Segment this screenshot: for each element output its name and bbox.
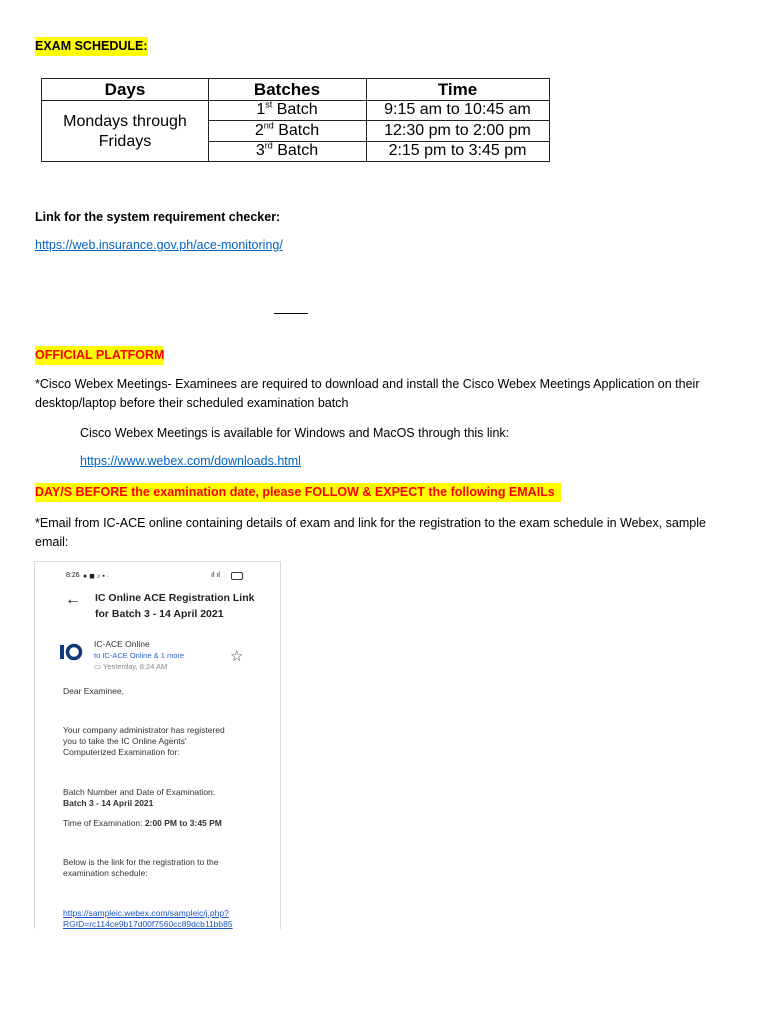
batch-ordinal: st [265, 99, 273, 110]
email-note-line1: *Email from IC-ACE online containing details of exam and link for the registration to the exam schedule in Webex, sample [35, 516, 706, 530]
batch-cell-3 [208, 141, 366, 161]
checker-link[interactable]: https://web.insurance.gov.ph/ace-monitoring/ [35, 238, 283, 252]
batch-num: 1 [256, 101, 266, 118]
batch-ordinal: nd [263, 120, 274, 131]
email-subject-line2: for Batch 3 - 14 April 2021 [95, 608, 224, 620]
sender-avatar [59, 639, 83, 663]
below-line1: Below is the link for the registration to the [63, 857, 219, 867]
greeting: Dear Examinee, [63, 686, 124, 696]
recipients[interactable]: to IC-ACE Online & 1 more [94, 651, 185, 660]
time-cell-2: 12:30 pm to 2:00 pm [384, 122, 531, 139]
sender-name: IC-ACE Online [94, 639, 150, 649]
back-arrow-icon[interactable]: ← [65, 591, 81, 608]
below-line2: examination schedule: [63, 868, 148, 878]
registration-link-line2[interactable]: RGID=rc114ce9b17d00f7560cc89dcb11bb85 [63, 919, 233, 929]
sample-email-screenshot [34, 561, 281, 929]
body-line2: you to take the IC Online Agents' [63, 736, 187, 746]
platform-desc-line2: desktop/laptop before their scheduled examination batch [35, 396, 349, 410]
batch-value: Batch 3 - 14 April 2021 [63, 798, 154, 808]
checker-label: Link for the system requirement checker: [35, 210, 281, 224]
header-time: Time [437, 80, 478, 99]
official-platform-heading: OFFICIAL PLATFORM [35, 346, 164, 365]
batch-label: Batch [273, 122, 320, 139]
star-icon[interactable]: ☆ [230, 648, 244, 665]
batch-label: Batch [272, 101, 318, 118]
webex-download-link[interactable]: https://www.webex.com/downloads.html [80, 454, 301, 468]
email-subject-line1: IC Online ACE Registration Link [95, 592, 255, 604]
status-signal-icon: ıl ıl [211, 572, 220, 579]
batch-label: Batch [272, 142, 319, 159]
status-notification-icons: ● ◼ ♪ ▪ · [83, 573, 110, 580]
platform-availability: Cisco Webex Meetings is available for Windows and MacOS through this link: [80, 426, 510, 440]
platform-desc-line1: *Cisco Webex Meetings- Examinees are required to download and install the Cisco Webex Meetings Application on their [35, 377, 700, 391]
batch-label: Batch Number and Date of Examination: [63, 787, 216, 797]
batch-cell-1 [208, 100, 366, 120]
body-line1: Your company administrator has registered [63, 725, 225, 735]
time-of-exam [63, 818, 222, 829]
batch-num: 2 [254, 122, 264, 139]
days-before-part2: , please FOLLOW & EXPECT the following EMAILs [255, 485, 555, 499]
email-note-line2: email: [35, 535, 69, 549]
body-line3: Computerized Examination for: [63, 747, 180, 757]
days-before-notice [35, 483, 561, 502]
status-time: 8:26 [66, 572, 80, 579]
days-before-part1: DAY/S BEFORE the examination date [35, 485, 256, 499]
email-date-text: Yesterday, 8:24 AM [103, 662, 168, 671]
header-days: Days [104, 80, 146, 99]
exam-schedule-heading: EXAM SCHEDULE: [35, 37, 148, 56]
divider-line [274, 313, 308, 314]
batch-ordinal: rd [264, 140, 273, 151]
time-value: 2:00 PM to 3:45 PM [144, 818, 222, 828]
schedule-table [41, 78, 550, 162]
header-batches: Batches [253, 80, 321, 99]
battery-icon [231, 572, 243, 580]
time-cell-3: 2:15 pm to 3:45 pm [388, 142, 527, 159]
time-label: Time of Examination: [63, 818, 145, 828]
days-line2: Fridays [98, 133, 152, 150]
email-date-icon: ▭ [94, 662, 104, 671]
email-date [94, 662, 167, 671]
time-cell-1: 9:15 am to 10:45 am [384, 101, 531, 118]
batch-num: 3 [255, 142, 265, 159]
days-line1: Mondays through [63, 113, 187, 130]
registration-link-line1[interactable]: https://sampleic.webex.com/sampleic/j.php? [63, 908, 229, 918]
batch-cell-2 [208, 121, 366, 141]
